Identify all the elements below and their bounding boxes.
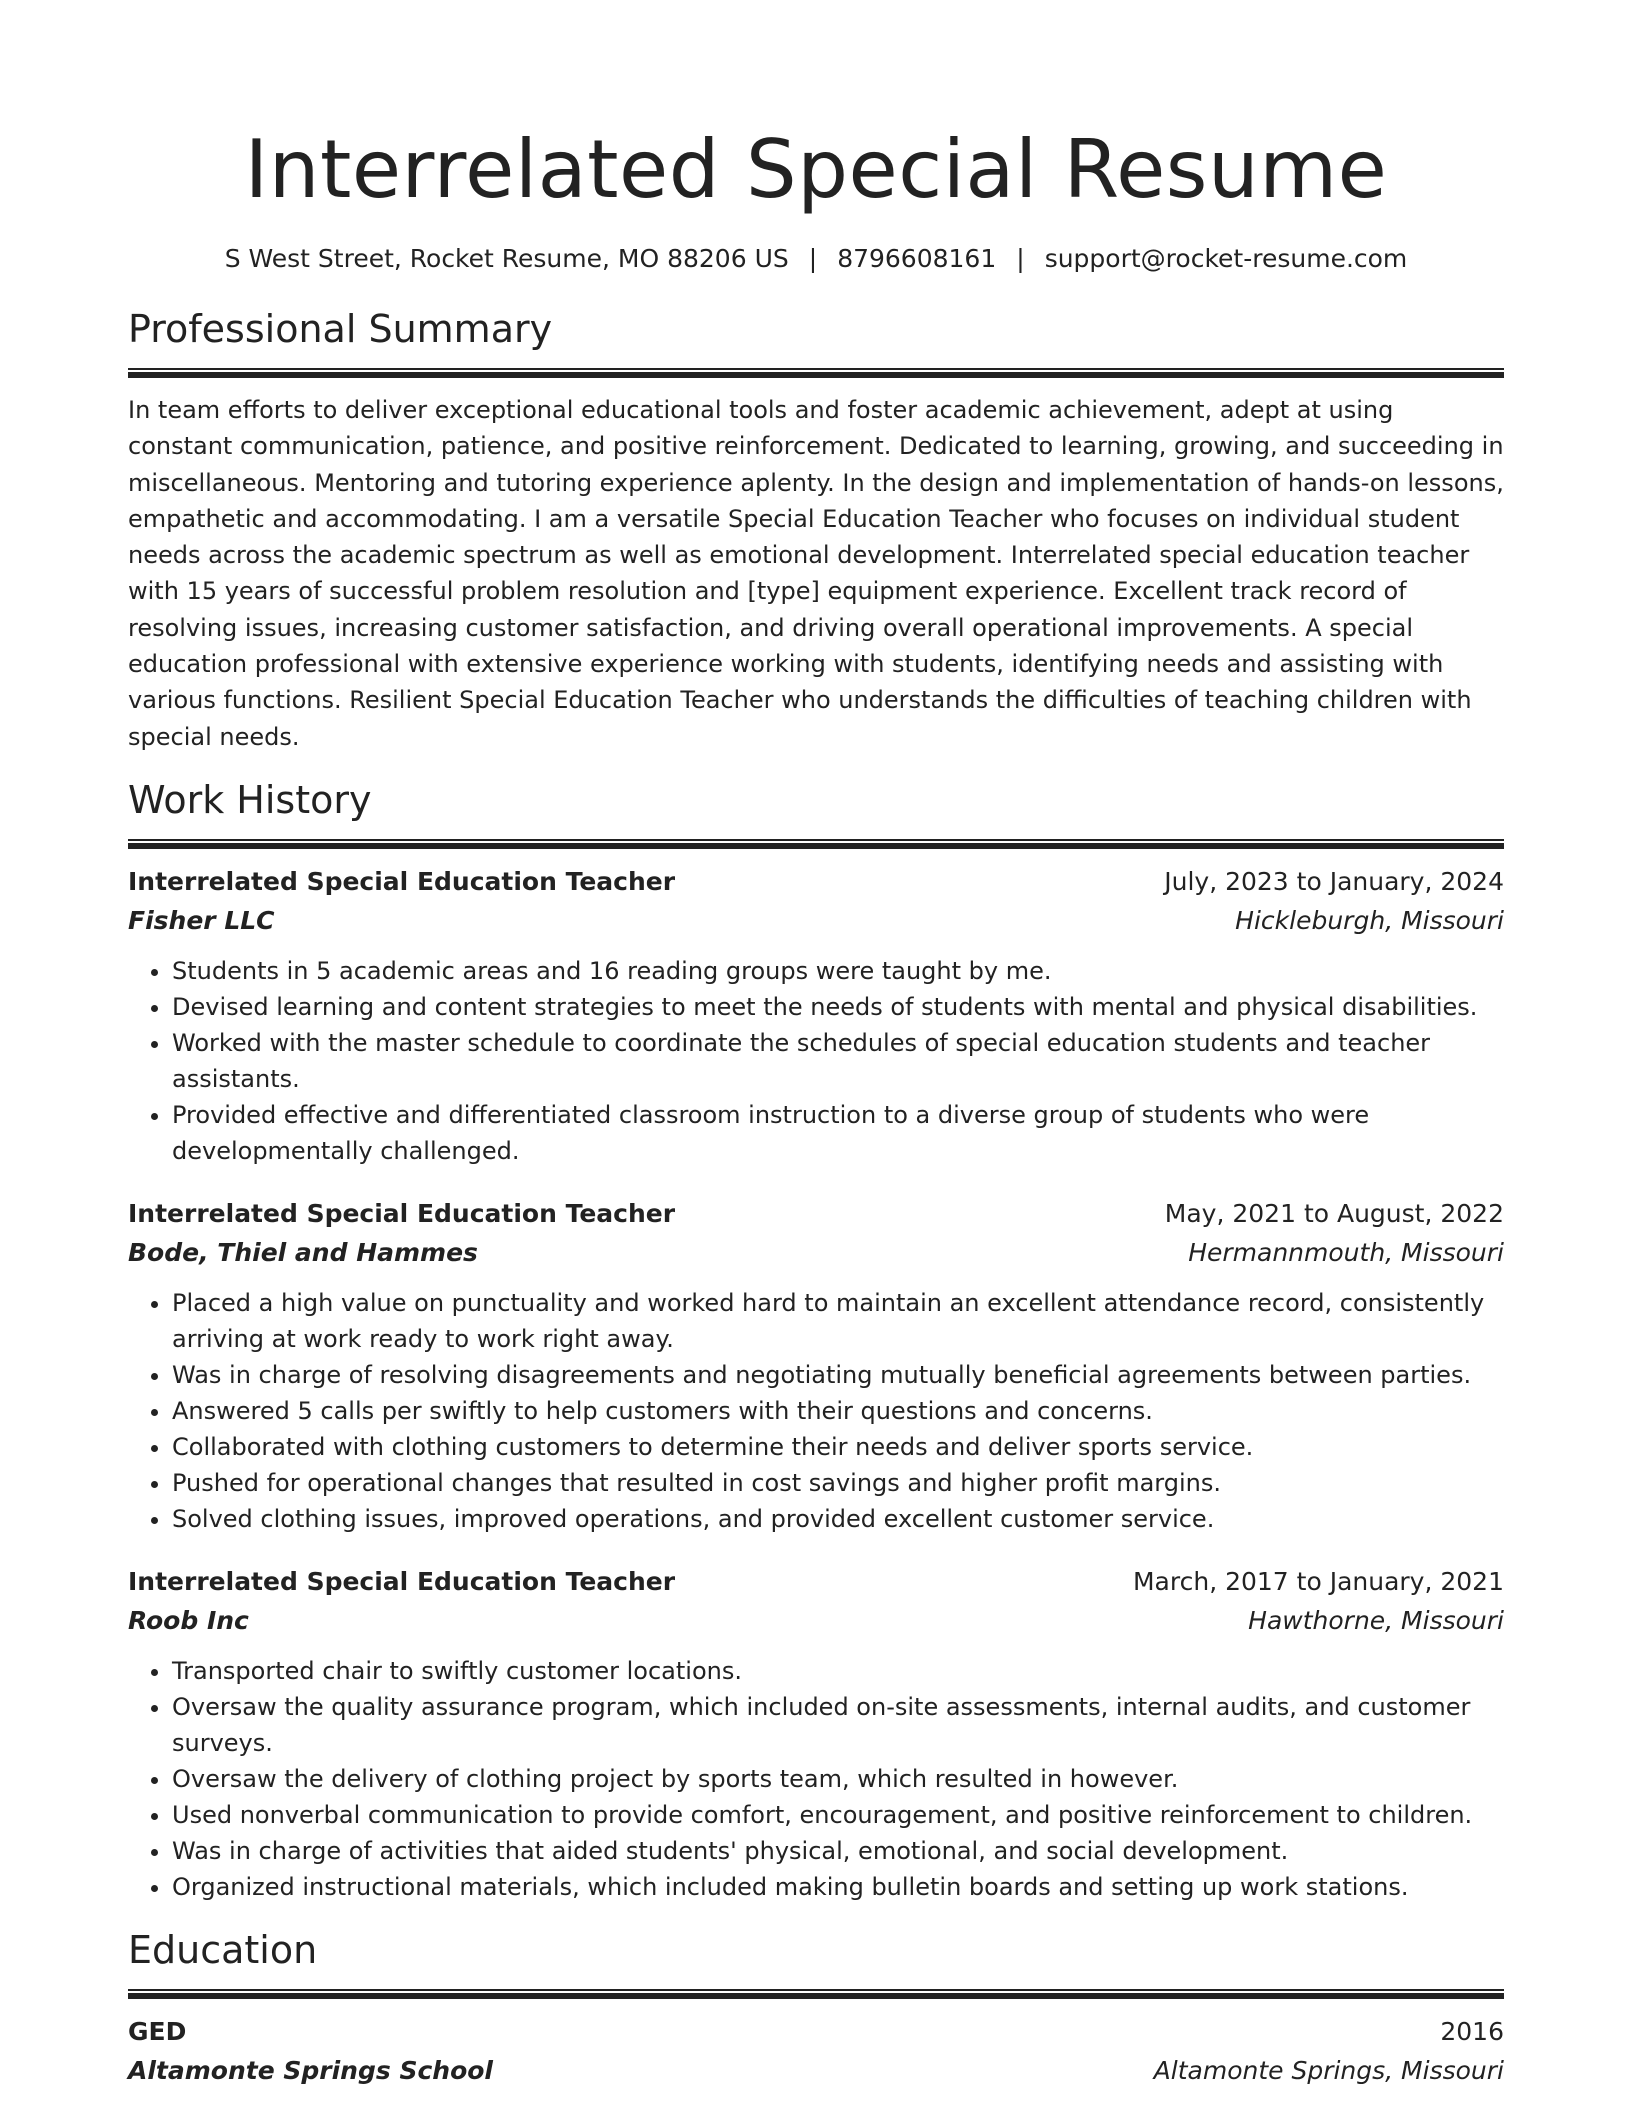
education-degree: GED (128, 2016, 187, 2046)
job-bullet: • Oversaw the quality assurance program, which included on-site assessments, internal audits, and customer surveys. (172, 1689, 1504, 1761)
job-company: Bode, Thiel and Hammes (128, 1237, 478, 1267)
education-year: 2016 (1440, 2016, 1504, 2046)
education-location: Altamonte Springs, Missouri (1153, 2055, 1504, 2085)
job-location: Hermannmouth, Missouri (1188, 1237, 1504, 1267)
job-company: Fisher LLC (128, 905, 275, 935)
job-company: Roob Inc (128, 1605, 249, 1635)
job-title: Interrelated Special Education Teacher (128, 866, 676, 896)
job-company-row (128, 901, 1504, 941)
job-header-row (128, 1563, 1504, 1601)
job-bullet: • Students in 5 academic areas and 16 reading groups were taught by me. (172, 953, 1504, 989)
education-entry (128, 2013, 1504, 2091)
job-bullet: • Was in charge of resolving disagreements and negotiating mutually beneficial agreements between parties. (172, 1357, 1504, 1393)
education-school-row (128, 2051, 1504, 2091)
section-title-education: Education (128, 1927, 318, 1972)
section-divider (128, 368, 1504, 378)
contact-separator: | (1016, 244, 1025, 273)
job-entry (128, 1195, 1504, 1537)
job-bullet: • Solved clothing issues, improved operations, and provided excellent customer service. (172, 1501, 1504, 1537)
job-bullets (128, 1285, 1504, 1537)
job-dates: March, 2017 to January, 2021 (1132, 1566, 1504, 1596)
job-dates: May, 2021 to August, 2022 (1164, 1198, 1504, 1228)
job-bullet: • Transported chair to swiftly customer locations. (172, 1653, 1504, 1689)
job-company-row (128, 1601, 1504, 1641)
job-title: Interrelated Special Education Teacher (128, 1566, 676, 1596)
job-bullet: • Oversaw the delivery of clothing project by sports team, which resulted in however. (172, 1761, 1504, 1797)
contact-email: support@rocket-resume.com (1044, 244, 1408, 273)
job-header-row (128, 1195, 1504, 1233)
resume-name: Interrelated Special Resume (244, 123, 1388, 216)
job-title: Interrelated Special Education Teacher (128, 1198, 676, 1228)
section-divider (128, 839, 1504, 849)
job-bullet: • Answered 5 calls per swiftly to help customers with their questions and concerns. (172, 1393, 1504, 1429)
job-location: Hickleburgh, Missouri (1235, 905, 1504, 935)
contact-line (128, 242, 1504, 276)
job-header-row (128, 863, 1504, 901)
job-company-row (128, 1233, 1504, 1273)
contact-separator: | (808, 244, 818, 273)
job-bullets (128, 953, 1504, 1169)
education-section (128, 1925, 1504, 2091)
job-bullet: • Used nonverbal communication to provide comfort, encouragement, and positive reinforcement to children. (172, 1797, 1504, 1833)
summary-text: In team efforts to deliver exceptional educational tools and foster academic achievement, adept at using constant communication, patience, and positive reinforcement. Dedicated to learning, growing, and succeeding in miscellaneous. Mentoring and tutoring experience aplenty. In the design and implementation of hands-on lessons, empathetic and accommodating. I am a versatile Special Education Teacher who focuses on individual student needs across the academic spectrum as well as emotional development. Interrelated special education teacher with 15 years of successful problem resolution and [type] equipment experience. Excellent track record of resolving issues, increasing customer satisfaction, and driving overall operational improvements. A special education professional with extensive experience working with students, identifying needs and assisting with various functions. Resilient Special Education Teacher who understands the difficulties of teaching children with special needs. (128, 396, 1504, 751)
education-school: Altamonte Springs School (128, 2055, 493, 2085)
job-bullet: • Devised learning and content strategies to meet the needs of students with mental and physical disabilities. (172, 989, 1504, 1025)
job-bullet: • Worked with the master schedule to coordinate the schedules of special education students and teacher assistants. (172, 1025, 1504, 1097)
job-dates: July, 2023 to January, 2024 (1164, 866, 1504, 896)
job-bullets (128, 1653, 1504, 1905)
job-entry (128, 863, 1504, 1169)
job-bullet: • Pushed for operational changes that resulted in cost savings and higher profit margins. (172, 1465, 1504, 1501)
section-divider (128, 1989, 1504, 1999)
summary-section (128, 304, 1504, 755)
job-entry (128, 1563, 1504, 1905)
contact-address: S West Street, Rocket Resume, MO 88206 US (224, 244, 789, 273)
job-bullet: • Provided effective and differentiated classroom instruction to a diverse group of students who were developmentally challenged. (172, 1097, 1504, 1169)
section-title-work-history: Work History (128, 777, 372, 822)
job-bullet: • Organized instructional materials, which included making bulletin boards and setting up work stations. (172, 1869, 1504, 1905)
education-header-row (128, 2013, 1504, 2051)
job-bullet: • Placed a high value on punctuality and worked hard to maintain an excellent attendance record, consistently arriving at work ready to work right away. (172, 1285, 1504, 1357)
job-location: Hawthorne, Missouri (1248, 1605, 1504, 1635)
job-bullet: • Was in charge of activities that aided students' physical, emotional, and social development. (172, 1833, 1504, 1869)
contact-phone: 8796608161 (837, 244, 997, 273)
job-bullet: • Collaborated with clothing customers to determine their needs and deliver sports service. (172, 1429, 1504, 1465)
work-history-section (128, 775, 1504, 1905)
section-title-summary: Professional Summary (128, 307, 553, 351)
